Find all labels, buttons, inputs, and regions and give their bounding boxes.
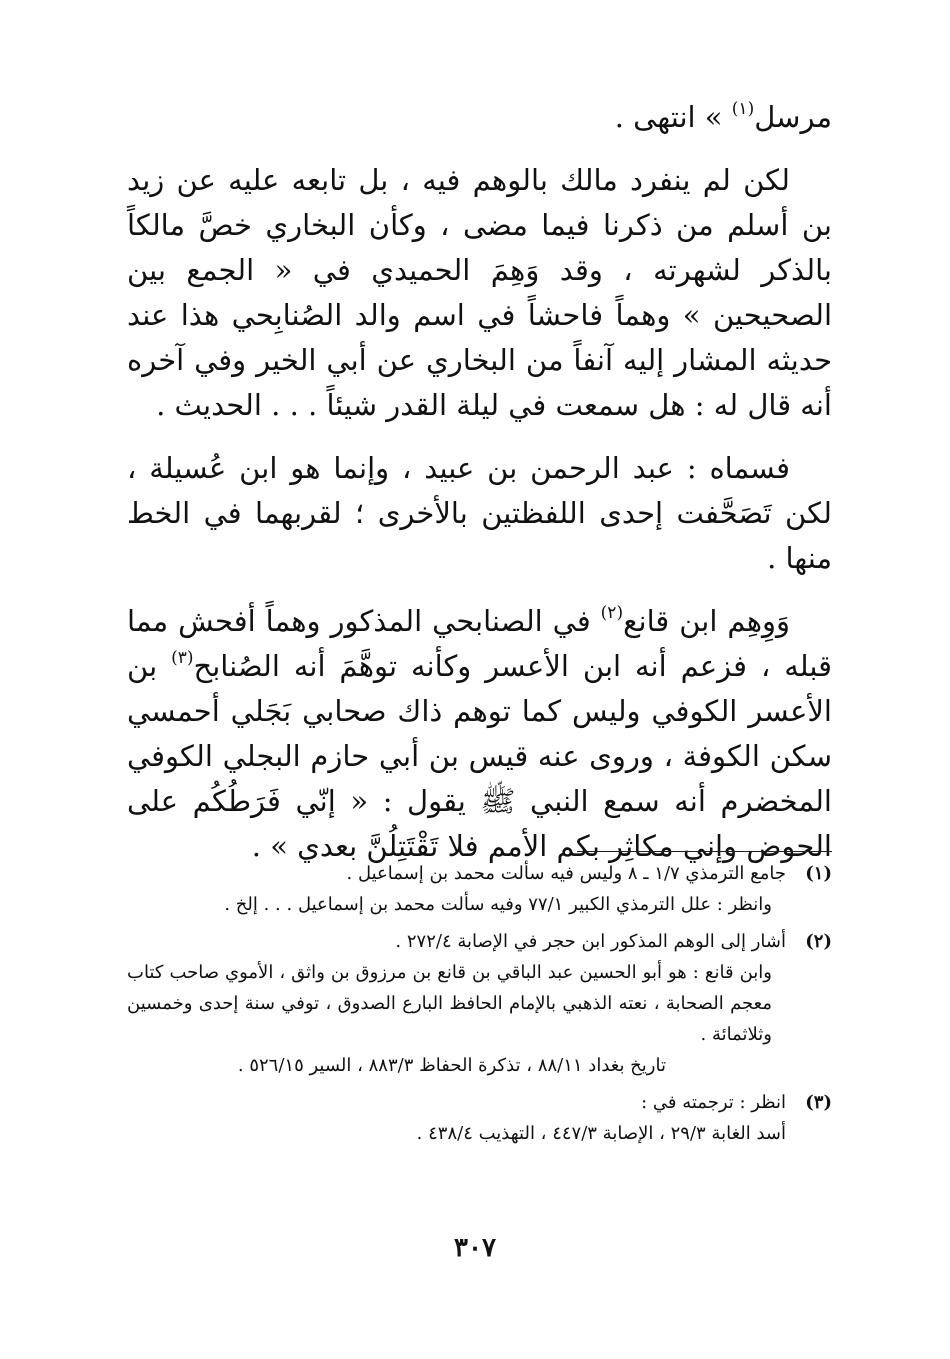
footnote-2 xyxy=(127,926,832,1081)
paragraph-4 xyxy=(127,599,832,869)
footnote-ref-2: (٢) xyxy=(600,603,624,623)
footnote-line: انظر : ترجمته في : xyxy=(641,1092,786,1113)
footnote-number: (٢) xyxy=(805,931,832,952)
paragraph-gap xyxy=(127,428,832,446)
footnote-line: أسد الغابة ٢٩/٣ ، الإصابة ٤٤٧/٣ ، التهذيب ٤٣٨/٤ . xyxy=(416,1123,786,1144)
footnote-1 xyxy=(127,858,832,920)
footnote-line: وانظر : علل الترمذي الكبير ٧٧/١ وفيه سألت محمد بن إسماعيل . . . إلخ . xyxy=(224,894,772,915)
paragraph-4-text-a: وَوِهِم ابن قانع xyxy=(623,604,790,638)
footnote-separator xyxy=(577,851,832,852)
footnote-ref-1: (١) xyxy=(731,99,755,119)
paragraph-4-text-c: بن الأعسر الكوفي وليس كما توهم ذاك صحابي بَجَلي أحمسي سكن الكوفة ، وروى عنه قيس بن أبي حازم البجلي الكوفي المخضرم أنه سمع النبي ﷺ يقول : « إنّي فَرَطُكُم على الحوض وإني مكاثِر بكم الأمم فلا تَقْتَتِلُنَّ بعدي » . xyxy=(127,649,832,863)
paragraph-4-text-b: في الصنابحي المذكور وهماً أفحش مما قبله ، فزعم أنه ابن الأعسر وكأنه توهَّمَ أنه الصُنابح xyxy=(127,604,832,683)
footnote-3 xyxy=(127,1087,832,1149)
footnote-line: أشار إلى الوهم المذكور ابن حجر في الإصابة ٢٧٢/٤ . xyxy=(395,931,786,952)
page-number: ٣٠٧ xyxy=(454,1233,496,1263)
paragraph-1 xyxy=(127,95,832,140)
footnote-number: (١) xyxy=(805,863,832,884)
paragraph-2: لكن لم ينفرد مالك بالوهم فيه ، بل تابعه عليه عن زيد بن أسلم من ذكرنا فيما مضى ، وكأن البخاري خصَّ مالكاً بالذكر لشهرته ، وقد وَهِمَ الحميدي في « الجمع بين الصحيحين » وهماً فاحشاً في اسم والد الصُنابِحي هذا عند حديثه المشار إليه آنفاً من البخاري عن أبي الخير وفي آخره أنه قال له : هل سمعت في ليلة القدر شيئاً . . . الحديث . xyxy=(127,163,832,422)
paragraph-gap xyxy=(127,140,832,158)
footnote-ref-3: (٣) xyxy=(171,648,194,668)
footnote-number: (٣) xyxy=(805,1092,832,1113)
footnote-line: وابن قانع : هو أبو الحسين عبد الباقي بن قانع بن مرزوق بن واثق ، الأموي صاحب كتاب معجم الصحابة ، نعته الذهبي بالإمام الحافظ البارع الصدوق ، توفي سنة إحدى وخمسين وثلاثمائة . xyxy=(127,962,772,1045)
footnote-line: تاريخ بغداد ٨٨/١١ ، تذكرة الحفاظ ٨٨٣/٣ ، السير ٥٢٦/١٥ . xyxy=(237,1055,666,1076)
paragraph-1-text: مرسل xyxy=(754,100,832,134)
paragraph-gap xyxy=(127,581,832,599)
footnote-line: جامع الترمذي ١/٧ ـ ٨ وليس فيه سألت محمد بن إسماعيل . xyxy=(346,863,786,884)
paragraph-3: فسماه : عبد الرحمن بن عبيد ، وإنما هو ابن عُسيلة ، لكن تَصَحَّفت إحدى اللفظتين بالأخرى ؛ لقربهما في الخط منها . xyxy=(127,451,832,575)
paragraph-1-text-end: » انتهى . xyxy=(614,100,732,134)
main-text xyxy=(127,95,832,869)
footnotes xyxy=(127,858,832,1155)
